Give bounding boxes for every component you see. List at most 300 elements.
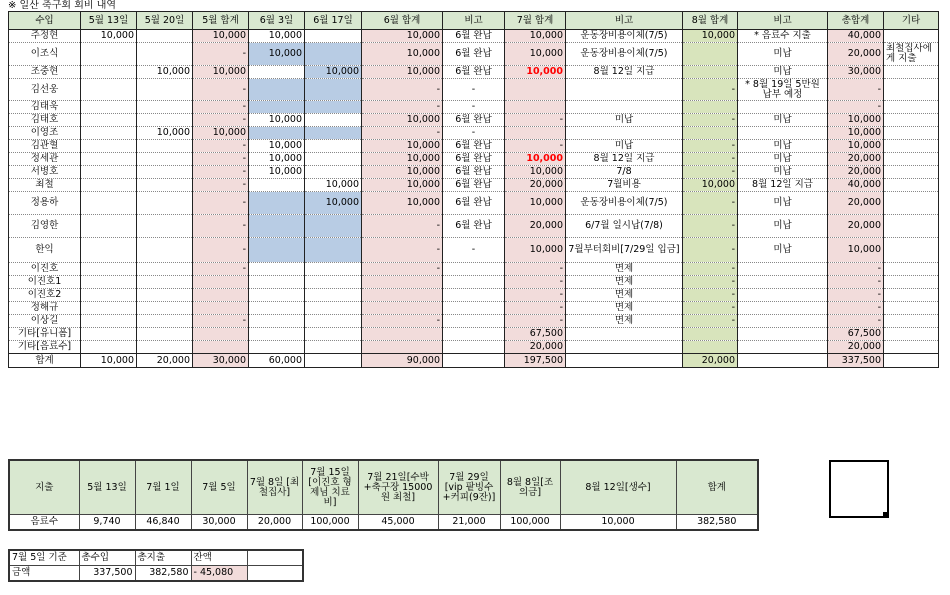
data-cell[interactable]: -: [362, 215, 443, 238]
data-cell[interactable]: 67,500: [505, 328, 566, 341]
data-cell[interactable]: [738, 127, 828, 140]
data-cell[interactable]: [884, 341, 939, 354]
data-cell[interactable]: [884, 302, 939, 315]
data-cell[interactable]: [566, 127, 683, 140]
data-cell[interactable]: 8월 12일 지급: [738, 179, 828, 192]
expense-value-cell[interactable]: 100,000: [302, 515, 358, 531]
data-cell[interactable]: 면제: [566, 263, 683, 276]
data-cell[interactable]: [305, 215, 362, 238]
data-cell[interactable]: [305, 328, 362, 341]
data-cell[interactable]: [305, 153, 362, 166]
data-cell[interactable]: [443, 341, 505, 354]
data-cell[interactable]: 미납: [738, 166, 828, 179]
data-cell[interactable]: [249, 238, 305, 263]
data-cell[interactable]: 10,000: [193, 30, 249, 43]
data-cell[interactable]: 10,000: [137, 66, 193, 79]
data-cell[interactable]: [884, 30, 939, 43]
data-cell[interactable]: [884, 192, 939, 215]
total-cell[interactable]: [443, 354, 505, 368]
column-header[interactable]: 6월 3일: [249, 12, 305, 30]
data-cell[interactable]: -: [505, 276, 566, 289]
data-cell[interactable]: 10,000: [362, 153, 443, 166]
data-cell[interactable]: -: [193, 79, 249, 101]
column-header[interactable]: 7월 합계: [505, 12, 566, 30]
data-cell[interactable]: [305, 101, 362, 114]
data-cell[interactable]: 10,000: [505, 153, 566, 166]
total-cell[interactable]: [566, 354, 683, 368]
data-cell[interactable]: 미납: [566, 140, 683, 153]
data-cell[interactable]: [137, 30, 193, 43]
data-cell[interactable]: [249, 192, 305, 215]
data-cell[interactable]: [738, 315, 828, 328]
data-cell[interactable]: [81, 276, 137, 289]
expense-value-cell[interactable]: 21,000: [438, 515, 500, 531]
selected-cell-box[interactable]: [829, 460, 889, 518]
data-cell[interactable]: -: [505, 114, 566, 127]
data-cell[interactable]: -: [828, 79, 884, 101]
data-cell[interactable]: 20,000: [505, 341, 566, 354]
data-cell[interactable]: 20,000: [828, 43, 884, 66]
data-cell[interactable]: 7/8: [566, 166, 683, 179]
data-cell[interactable]: [137, 302, 193, 315]
data-cell[interactable]: [81, 140, 137, 153]
data-cell[interactable]: [443, 328, 505, 341]
member-name-cell[interactable]: 조중현: [9, 66, 81, 79]
data-cell[interactable]: 10,000: [828, 140, 884, 153]
data-cell[interactable]: [305, 302, 362, 315]
data-cell[interactable]: 67,500: [828, 328, 884, 341]
data-cell[interactable]: 최철집사에게 지출: [884, 43, 939, 66]
data-cell[interactable]: [137, 43, 193, 66]
data-cell[interactable]: [137, 289, 193, 302]
data-cell[interactable]: 10,000: [362, 66, 443, 79]
column-header[interactable]: 5월 20일: [137, 12, 193, 30]
data-cell[interactable]: [443, 302, 505, 315]
member-name-cell[interactable]: 정해규: [9, 302, 81, 315]
data-cell[interactable]: 10,000: [505, 238, 566, 263]
data-cell[interactable]: [443, 289, 505, 302]
data-cell[interactable]: [81, 192, 137, 215]
data-cell[interactable]: [137, 215, 193, 238]
data-cell[interactable]: [305, 79, 362, 101]
data-cell[interactable]: -: [193, 140, 249, 153]
data-cell[interactable]: [362, 289, 443, 302]
data-cell[interactable]: -: [193, 179, 249, 192]
data-cell[interactable]: [884, 289, 939, 302]
data-cell[interactable]: -: [193, 114, 249, 127]
data-cell[interactable]: 6월 완납: [443, 43, 505, 66]
data-cell[interactable]: [81, 215, 137, 238]
data-cell[interactable]: [137, 140, 193, 153]
data-cell[interactable]: -: [193, 215, 249, 238]
data-cell[interactable]: 20,000: [505, 179, 566, 192]
data-cell[interactable]: [249, 127, 305, 140]
data-cell[interactable]: [193, 276, 249, 289]
data-cell[interactable]: [81, 127, 137, 140]
data-cell[interactable]: [249, 179, 305, 192]
summary-value-cell[interactable]: 337,500: [79, 566, 135, 582]
column-header[interactable]: 5월 합계: [193, 12, 249, 30]
total-cell[interactable]: [884, 354, 939, 368]
data-cell[interactable]: [362, 302, 443, 315]
data-cell[interactable]: -: [828, 276, 884, 289]
data-cell[interactable]: [305, 263, 362, 276]
data-cell[interactable]: [683, 43, 738, 66]
data-cell[interactable]: [738, 263, 828, 276]
member-name-cell[interactable]: 이조식: [9, 43, 81, 66]
expense-value-cell[interactable]: 10,000: [560, 515, 676, 531]
data-cell[interactable]: [81, 263, 137, 276]
data-cell[interactable]: [137, 153, 193, 166]
data-cell[interactable]: 10,000: [362, 179, 443, 192]
data-cell[interactable]: -: [683, 289, 738, 302]
data-cell[interactable]: [443, 276, 505, 289]
data-cell[interactable]: [884, 166, 939, 179]
data-cell[interactable]: 운동장비용이체(7/5): [566, 30, 683, 43]
data-cell[interactable]: 10,000: [249, 114, 305, 127]
data-cell[interactable]: [884, 179, 939, 192]
data-cell[interactable]: [249, 341, 305, 354]
member-name-cell[interactable]: 김영한: [9, 215, 81, 238]
data-cell[interactable]: [505, 101, 566, 114]
data-cell[interactable]: 20,000: [828, 166, 884, 179]
data-cell[interactable]: 40,000: [828, 30, 884, 43]
data-cell[interactable]: 8월 12일 지급: [566, 153, 683, 166]
data-cell[interactable]: [81, 238, 137, 263]
data-cell[interactable]: -: [683, 140, 738, 153]
expense-header-cell[interactable]: 7월 8일 [최철집사]: [247, 460, 302, 515]
member-name-cell[interactable]: 김태호: [9, 114, 81, 127]
data-cell[interactable]: [305, 315, 362, 328]
column-header[interactable]: 6월 17일: [305, 12, 362, 30]
data-cell[interactable]: 6월 완납: [443, 179, 505, 192]
data-cell[interactable]: 미납: [738, 153, 828, 166]
total-cell[interactable]: 197,500: [505, 354, 566, 368]
expense-header-cell[interactable]: 지출: [9, 460, 79, 515]
data-cell[interactable]: -: [683, 315, 738, 328]
data-cell[interactable]: [566, 101, 683, 114]
data-cell[interactable]: [443, 315, 505, 328]
data-cell[interactable]: [566, 79, 683, 101]
data-cell[interactable]: [305, 43, 362, 66]
data-cell[interactable]: 면제: [566, 302, 683, 315]
data-cell[interactable]: 미납: [738, 192, 828, 215]
data-cell[interactable]: 6월 완납: [443, 153, 505, 166]
data-cell[interactable]: -: [193, 315, 249, 328]
data-cell[interactable]: -: [443, 79, 505, 101]
data-cell[interactable]: [137, 101, 193, 114]
data-cell[interactable]: -: [362, 263, 443, 276]
expense-value-cell[interactable]: 382,580: [676, 515, 758, 531]
total-label-cell[interactable]: 합계: [9, 354, 81, 368]
data-cell[interactable]: [193, 289, 249, 302]
member-name-cell[interactable]: 이영조: [9, 127, 81, 140]
data-cell[interactable]: 10,000: [828, 114, 884, 127]
summary-header-cell[interactable]: 총수입: [79, 550, 135, 566]
expense-value-cell[interactable]: 46,840: [135, 515, 191, 531]
data-cell[interactable]: -: [505, 302, 566, 315]
data-cell[interactable]: 면제: [566, 289, 683, 302]
data-cell[interactable]: 10,000: [505, 43, 566, 66]
data-cell[interactable]: [683, 328, 738, 341]
data-cell[interactable]: [683, 341, 738, 354]
data-cell[interactable]: -: [828, 101, 884, 114]
total-cell[interactable]: [738, 354, 828, 368]
data-cell[interactable]: [884, 66, 939, 79]
summary-header-cell[interactable]: 총지출: [135, 550, 191, 566]
data-cell[interactable]: -: [828, 302, 884, 315]
data-cell[interactable]: -: [443, 101, 505, 114]
data-cell[interactable]: -: [362, 79, 443, 101]
data-cell[interactable]: 미납: [738, 114, 828, 127]
data-cell[interactable]: [738, 302, 828, 315]
expense-header-cell[interactable]: 합계: [676, 460, 758, 515]
data-cell[interactable]: -: [193, 263, 249, 276]
column-header[interactable]: 5월 13일: [81, 12, 137, 30]
data-cell[interactable]: 미납: [738, 215, 828, 238]
data-cell[interactable]: -: [193, 43, 249, 66]
data-cell[interactable]: * 음료수 지출: [738, 30, 828, 43]
data-cell[interactable]: 10,000: [137, 127, 193, 140]
member-name-cell[interactable]: 김선웅: [9, 79, 81, 101]
data-cell[interactable]: [884, 79, 939, 101]
data-cell[interactable]: [683, 66, 738, 79]
data-cell[interactable]: 10,000: [362, 192, 443, 215]
member-name-cell[interactable]: 최철: [9, 179, 81, 192]
data-cell[interactable]: -: [505, 315, 566, 328]
expense-header-cell[interactable]: 5월 13일: [79, 460, 135, 515]
data-cell[interactable]: -: [683, 79, 738, 101]
member-name-cell[interactable]: 정용하: [9, 192, 81, 215]
expense-header-cell[interactable]: 7월 1일: [135, 460, 191, 515]
data-cell[interactable]: -: [193, 101, 249, 114]
data-cell[interactable]: [81, 166, 137, 179]
data-cell[interactable]: [81, 179, 137, 192]
data-cell[interactable]: [884, 140, 939, 153]
data-cell[interactable]: [443, 263, 505, 276]
data-cell[interactable]: [305, 166, 362, 179]
data-cell[interactable]: [738, 101, 828, 114]
data-cell[interactable]: [249, 79, 305, 101]
expense-value-cell[interactable]: 100,000: [500, 515, 560, 531]
member-name-cell[interactable]: 이상길: [9, 315, 81, 328]
member-name-cell[interactable]: 기타[음료수]: [9, 341, 81, 354]
column-header[interactable]: 수입: [9, 12, 81, 30]
data-cell[interactable]: -: [683, 263, 738, 276]
data-cell[interactable]: [884, 101, 939, 114]
data-cell[interactable]: 10,000: [828, 127, 884, 140]
expense-value-cell[interactable]: 음료수: [9, 515, 79, 531]
data-cell[interactable]: -: [193, 153, 249, 166]
data-cell[interactable]: [81, 315, 137, 328]
expense-header-cell[interactable]: 7월 29일 [vip 팥빙수+커피(9잔)]: [438, 460, 500, 515]
data-cell[interactable]: [884, 114, 939, 127]
data-cell[interactable]: [249, 66, 305, 79]
data-cell[interactable]: [81, 43, 137, 66]
data-cell[interactable]: 10,000: [305, 179, 362, 192]
member-name-cell[interactable]: 서병호: [9, 166, 81, 179]
data-cell[interactable]: [81, 289, 137, 302]
data-cell[interactable]: [81, 79, 137, 101]
member-name-cell[interactable]: 이진호1: [9, 276, 81, 289]
data-cell[interactable]: 면제: [566, 276, 683, 289]
member-name-cell[interactable]: 주정현: [9, 30, 81, 43]
data-cell[interactable]: 면제: [566, 315, 683, 328]
fill-handle[interactable]: [883, 512, 887, 516]
data-cell[interactable]: [137, 328, 193, 341]
data-cell[interactable]: 10,000: [81, 30, 137, 43]
expense-header-cell[interactable]: 7월 15일 [이진호 형제님 치료비]: [302, 460, 358, 515]
data-cell[interactable]: [683, 127, 738, 140]
data-cell[interactable]: [305, 289, 362, 302]
data-cell[interactable]: -: [683, 192, 738, 215]
column-header[interactable]: 6월 합계: [362, 12, 443, 30]
total-cell[interactable]: 90,000: [362, 354, 443, 368]
data-cell[interactable]: 7월비용: [566, 179, 683, 192]
expense-header-cell[interactable]: 7월 5일: [191, 460, 247, 515]
data-cell[interactable]: -: [683, 166, 738, 179]
data-cell[interactable]: [884, 315, 939, 328]
data-cell[interactable]: [884, 127, 939, 140]
data-cell[interactable]: -: [828, 315, 884, 328]
data-cell[interactable]: [738, 276, 828, 289]
data-cell[interactable]: -: [828, 289, 884, 302]
data-cell[interactable]: [884, 238, 939, 263]
data-cell[interactable]: [81, 302, 137, 315]
summary-value-cell[interactable]: [247, 566, 303, 582]
data-cell[interactable]: [193, 302, 249, 315]
member-name-cell[interactable]: 김관혈: [9, 140, 81, 153]
data-cell[interactable]: -: [828, 263, 884, 276]
data-cell[interactable]: [884, 276, 939, 289]
expense-header-cell[interactable]: 7월 21일[수박+축구장 15000원 최철]: [358, 460, 438, 515]
data-cell[interactable]: [81, 101, 137, 114]
data-cell[interactable]: -: [505, 263, 566, 276]
data-cell[interactable]: -: [443, 127, 505, 140]
data-cell[interactable]: 미납: [738, 140, 828, 153]
column-header[interactable]: 비고: [443, 12, 505, 30]
data-cell[interactable]: 10,000: [249, 153, 305, 166]
data-cell[interactable]: [362, 276, 443, 289]
data-cell[interactable]: [137, 315, 193, 328]
data-cell[interactable]: 8월 12일 지급: [566, 66, 683, 79]
data-cell[interactable]: [738, 289, 828, 302]
data-cell[interactable]: [249, 289, 305, 302]
data-cell[interactable]: 6월 완납: [443, 166, 505, 179]
data-cell[interactable]: -: [362, 315, 443, 328]
data-cell[interactable]: -: [683, 276, 738, 289]
data-cell[interactable]: 미납: [566, 114, 683, 127]
data-cell[interactable]: [249, 101, 305, 114]
data-cell[interactable]: [137, 166, 193, 179]
data-cell[interactable]: [249, 315, 305, 328]
data-cell[interactable]: 10,000: [505, 66, 566, 79]
member-name-cell[interactable]: 이진호2: [9, 289, 81, 302]
summary-value-cell[interactable]: - 45,080: [191, 566, 247, 582]
data-cell[interactable]: [305, 238, 362, 263]
member-name-cell[interactable]: 정세관: [9, 153, 81, 166]
member-name-cell[interactable]: 기타[유니폼]: [9, 328, 81, 341]
data-cell[interactable]: 20,000: [828, 215, 884, 238]
data-cell[interactable]: -: [193, 238, 249, 263]
data-cell[interactable]: 10,000: [362, 140, 443, 153]
data-cell[interactable]: 10,000: [305, 66, 362, 79]
data-cell[interactable]: 10,000: [362, 30, 443, 43]
data-cell[interactable]: 10,000: [249, 140, 305, 153]
data-cell[interactable]: [193, 328, 249, 341]
expense-value-cell[interactable]: 9,740: [79, 515, 135, 531]
data-cell[interactable]: 10,000: [249, 43, 305, 66]
column-header[interactable]: 8월 합계: [683, 12, 738, 30]
data-cell[interactable]: [249, 215, 305, 238]
data-cell[interactable]: [884, 153, 939, 166]
data-cell[interactable]: 운동장비용이체(7/5): [566, 192, 683, 215]
data-cell[interactable]: -: [505, 289, 566, 302]
data-cell[interactable]: [137, 341, 193, 354]
data-cell[interactable]: [738, 341, 828, 354]
data-cell[interactable]: -: [683, 238, 738, 263]
column-header[interactable]: 비고: [566, 12, 683, 30]
data-cell[interactable]: 20,000: [828, 192, 884, 215]
expense-header-cell[interactable]: 8월 12일[생수]: [560, 460, 676, 515]
data-cell[interactable]: -: [683, 302, 738, 315]
data-cell[interactable]: [249, 276, 305, 289]
data-cell[interactable]: [193, 341, 249, 354]
total-cell[interactable]: 10,000: [81, 354, 137, 368]
data-cell[interactable]: 10,000: [305, 192, 362, 215]
data-cell[interactable]: [81, 114, 137, 127]
member-name-cell[interactable]: 한익: [9, 238, 81, 263]
data-cell[interactable]: [884, 328, 939, 341]
data-cell[interactable]: 7월부터회비[7/29일 입금]: [566, 238, 683, 263]
data-cell[interactable]: [305, 30, 362, 43]
data-cell[interactable]: [566, 328, 683, 341]
total-cell[interactable]: 60,000: [249, 354, 305, 368]
data-cell[interactable]: 10,000: [505, 166, 566, 179]
data-cell[interactable]: 40,000: [828, 179, 884, 192]
data-cell[interactable]: [249, 263, 305, 276]
data-cell[interactable]: [362, 328, 443, 341]
total-cell[interactable]: 30,000: [193, 354, 249, 368]
summary-header-cell[interactable]: 잔액: [191, 550, 247, 566]
data-cell[interactable]: [305, 140, 362, 153]
data-cell[interactable]: -: [505, 140, 566, 153]
data-cell[interactable]: [137, 179, 193, 192]
data-cell[interactable]: 6월 완납: [443, 30, 505, 43]
data-cell[interactable]: 10,000: [683, 179, 738, 192]
column-header[interactable]: 기타: [884, 12, 939, 30]
data-cell[interactable]: 10,000: [828, 238, 884, 263]
data-cell[interactable]: -: [362, 127, 443, 140]
data-cell[interactable]: 10,000: [362, 166, 443, 179]
data-cell[interactable]: -: [362, 101, 443, 114]
data-cell[interactable]: 미납: [738, 238, 828, 263]
data-cell[interactable]: 10,000: [505, 192, 566, 215]
column-header[interactable]: 총합계: [828, 12, 884, 30]
data-cell[interactable]: [566, 341, 683, 354]
data-cell[interactable]: 운동장비용이체(7/5): [566, 43, 683, 66]
data-cell[interactable]: -: [443, 238, 505, 263]
total-cell[interactable]: 337,500: [828, 354, 884, 368]
data-cell[interactable]: [81, 328, 137, 341]
data-cell[interactable]: -: [193, 166, 249, 179]
data-cell[interactable]: 20,000: [505, 215, 566, 238]
data-cell[interactable]: -: [193, 192, 249, 215]
member-name-cell[interactable]: 김태욱: [9, 101, 81, 114]
data-cell[interactable]: [305, 276, 362, 289]
data-cell[interactable]: 10,000: [193, 66, 249, 79]
data-cell[interactable]: 미납: [738, 43, 828, 66]
